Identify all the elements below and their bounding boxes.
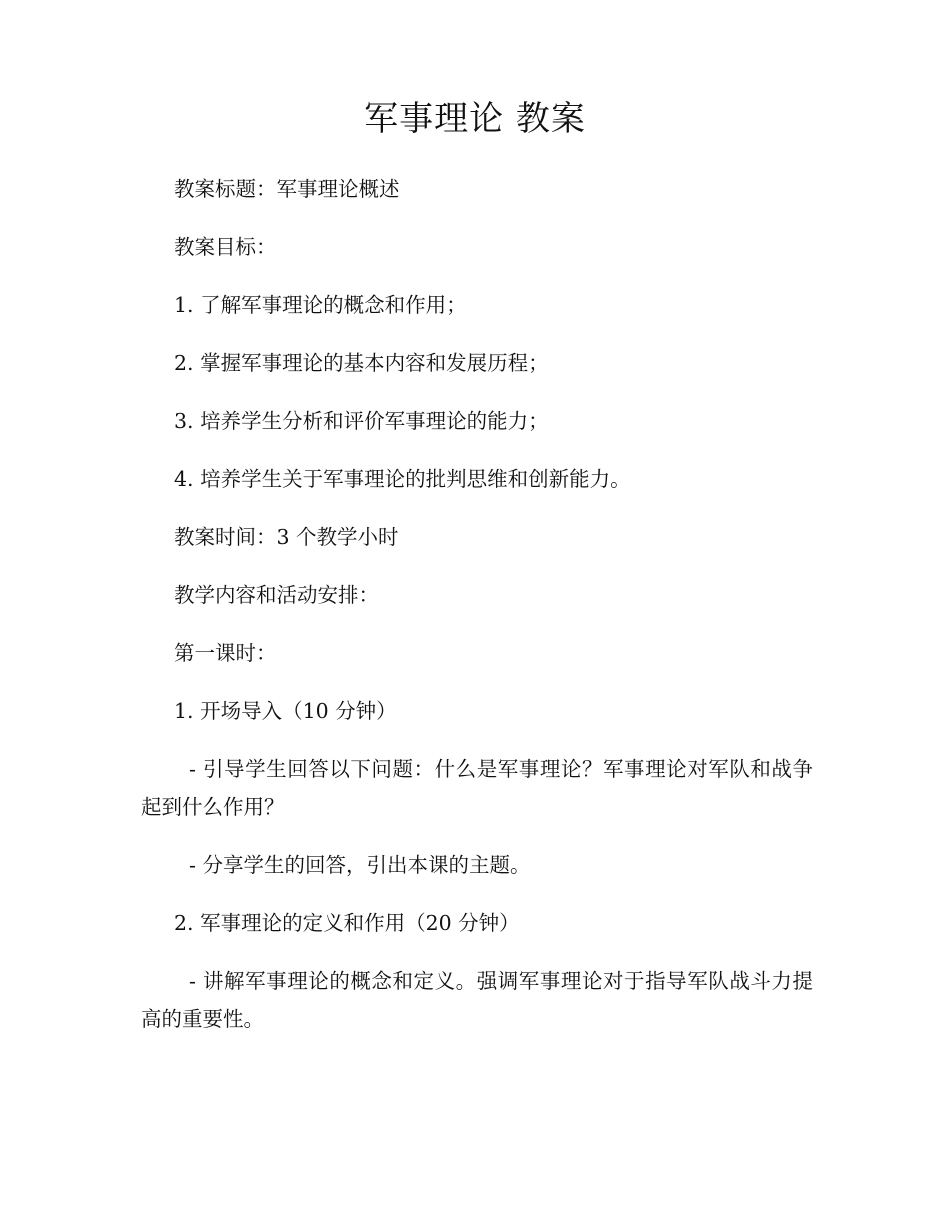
activity-detail: - 引导学生回答以下问题：什么是军事理论？军事理论对军队和战争起到什么作用？ <box>141 757 813 819</box>
objective-item: 4. 培养学生关于军事理论的批判思维和创新能力。 <box>174 467 631 491</box>
document-body <box>141 170 813 1058</box>
lesson-title-line: 教案标题：军事理论概述 <box>174 177 400 201</box>
objective-item: 1. 了解军事理论的概念和作用； <box>174 293 467 317</box>
first-session-heading: 第一课时： <box>174 641 277 665</box>
document-title: 军事理论 教案 <box>364 99 586 139</box>
lesson-time-line: 教案时间：3 个教学小时 <box>174 525 399 549</box>
objective-item: 2. 掌握军事理论的基本内容和发展历程； <box>174 351 549 375</box>
activity-detail: - 讲解军事理论的概念和定义。强调军事理论对于指导军队战斗力提高的重要性。 <box>141 969 813 1031</box>
activity-item: 1. 开场导入（10 分钟） <box>174 699 397 723</box>
objectives-heading: 教案目标： <box>174 235 277 259</box>
activity-item: 2. 军事理论的定义和作用（20 分钟） <box>174 911 520 935</box>
content-arrangement-heading: 教学内容和活动安排： <box>174 583 379 607</box>
objective-item: 3. 培养学生分析和评价军事理论的能力； <box>174 409 549 433</box>
activity-detail: - 分享学生的回答，引出本课的主题。 <box>189 853 531 877</box>
